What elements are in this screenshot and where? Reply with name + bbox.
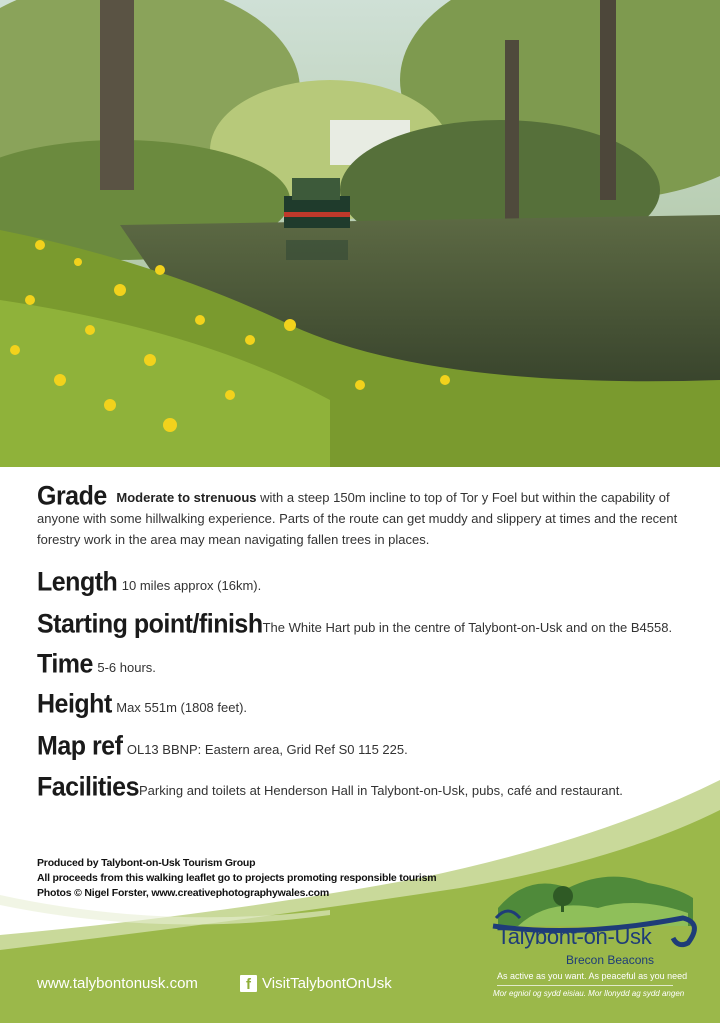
length-label: Length (37, 566, 118, 598)
mapref-value: OL13 BBNP: Eastern area, Grid Ref S0 115 225. (126, 742, 408, 757)
logo-subtitle: Brecon Beacons (566, 953, 655, 967)
canal-narrowboat-photo (0, 0, 720, 467)
grade-text: with a steep 150m incline to top of Tor y Foel but within the capability of anyone with some hillwalking experience. Parts of the route can get muddy and slippery at times and the recent forestry work in the area may mean navigating fallen trees in places. (37, 490, 678, 547)
time-value: 5-6 hours. (97, 660, 156, 675)
logo-divider (497, 985, 673, 986)
height-value: Max 551m (1808 feet). (116, 700, 248, 715)
facilities-value: Parking and toilets at Henderson Hall in Talybont-on-Usk, pubs, café and restaurant. (139, 783, 623, 798)
start-label: Starting point/finish (37, 608, 263, 640)
time-label: Time (37, 648, 93, 680)
logo-tagline-welsh: Mor egniol og sydd eisiau. Mor llonydd ag sydd angen (493, 989, 685, 998)
credits-line-2: All proceeds from this walking leaflet go to projects promoting responsible tourism (37, 872, 437, 884)
logo-title: Talybont-on-Usk (497, 924, 652, 949)
grade-section (37, 480, 687, 550)
grade-label: Grade (37, 480, 107, 512)
time-row (37, 650, 156, 679)
facilities-label: Facilities (37, 771, 139, 803)
logo-tagline-english: As active as you want. As peaceful as you need (497, 971, 688, 981)
grade-emphasis: Moderate to strenuous (116, 490, 257, 505)
start-value: The White Hart pub in the centre of Talybont-on-Usk and on the B4558. (262, 620, 673, 635)
length-row (37, 568, 261, 597)
credits-line-3: Photos © Nigel Forster, www.creativephotographywales.com (37, 887, 329, 899)
mapref-row (37, 732, 408, 761)
facebook-icon: f (240, 975, 257, 992)
website-link[interactable]: www.talybontonusk.com (37, 975, 198, 992)
credits (37, 856, 436, 901)
facebook-link[interactable] (240, 975, 392, 992)
height-label: Height (37, 688, 112, 720)
length-value: 10 miles approx (16km). (121, 578, 262, 593)
facebook-label: VisitTalybontOnUsk (262, 975, 392, 992)
start-row (37, 610, 672, 639)
mapref-label: Map ref (37, 730, 123, 762)
credits-line-1: Produced by Talybont-on-Usk Tourism Group (37, 857, 256, 869)
height-row (37, 690, 247, 719)
